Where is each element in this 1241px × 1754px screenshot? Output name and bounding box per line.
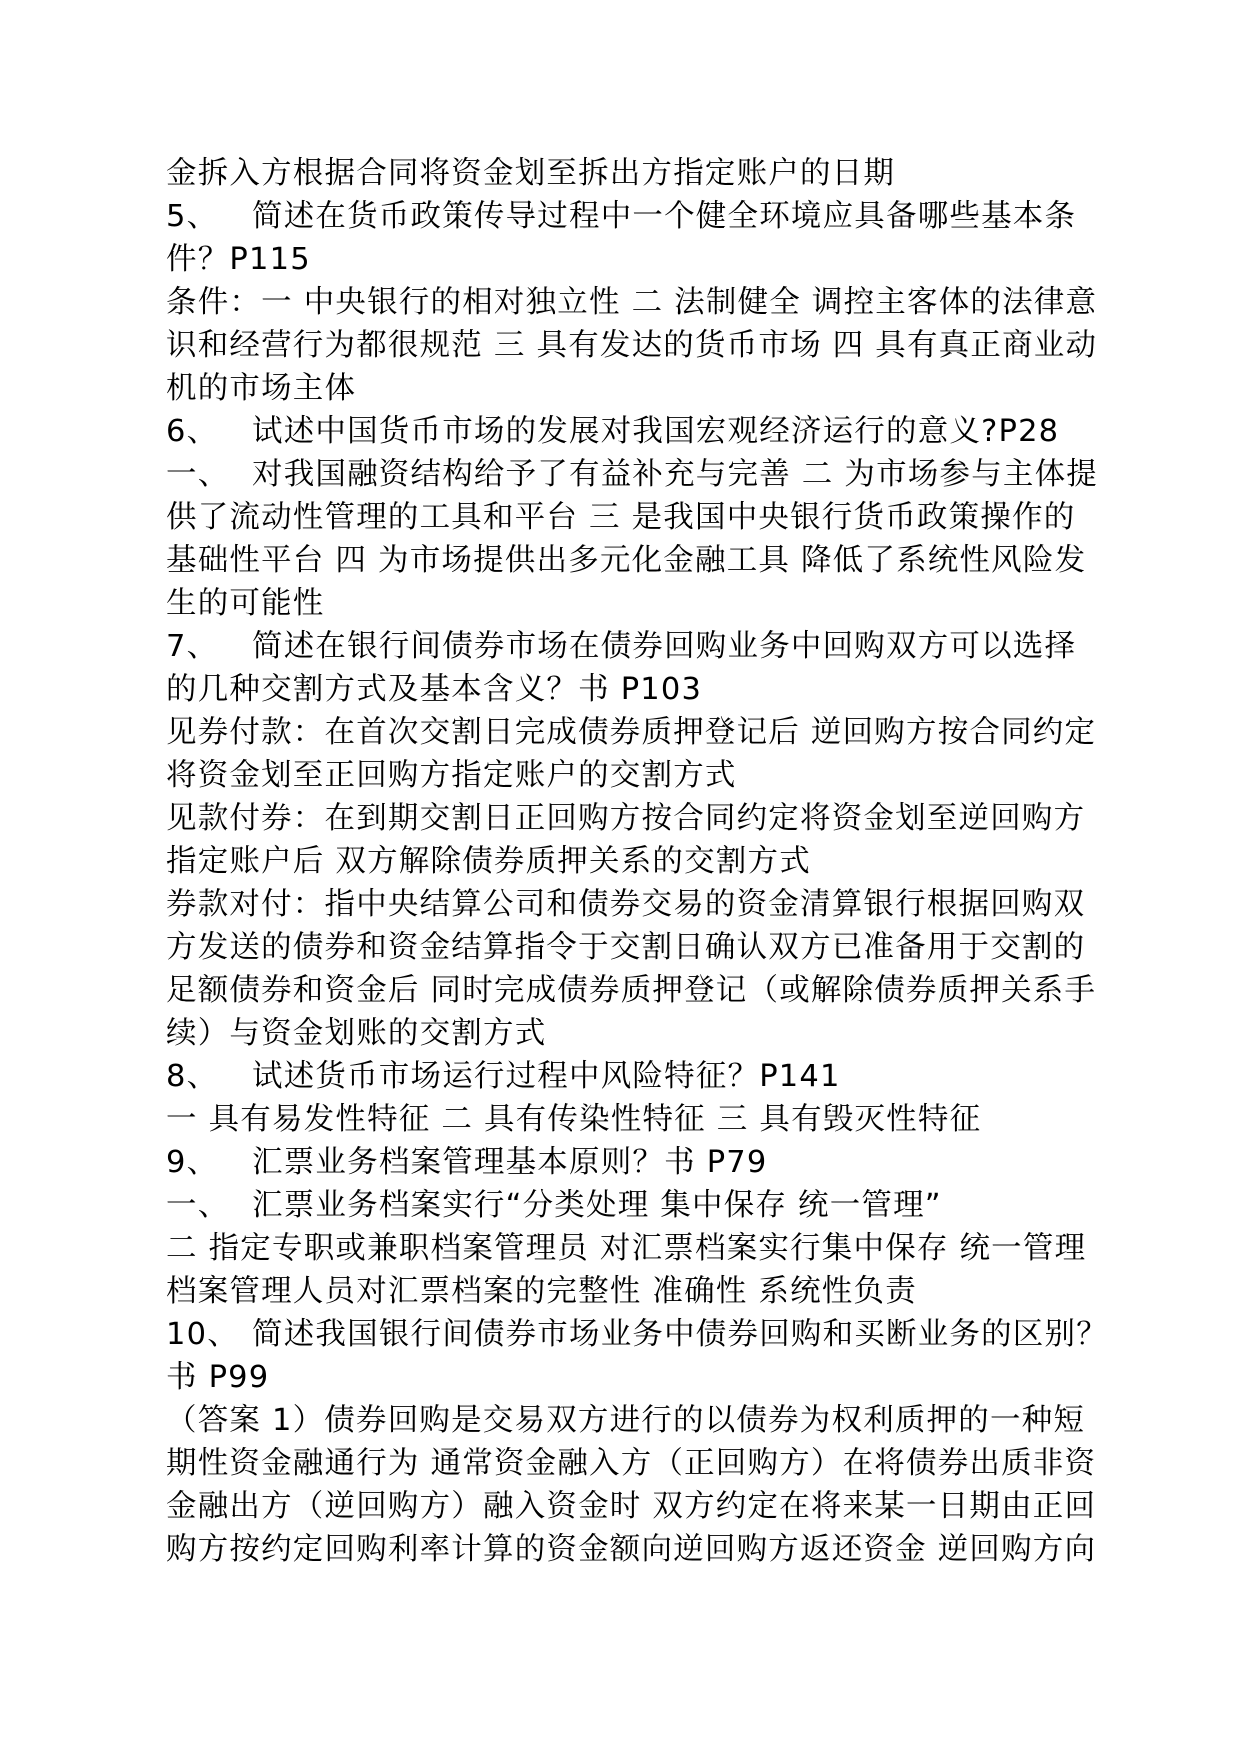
line-text: 简述在货币政策传导过程中一个健全环境应具备哪些基本条: [252, 199, 1077, 234]
line-text: 的几种交割方式及基本含义？书 P103: [166, 672, 703, 707]
text-line: [166, 625, 1146, 668]
document-body: [166, 152, 1146, 1571]
line-text: 指定账户后 双方解除债券质押关系的交割方式: [166, 844, 811, 879]
item-number: 一、: [166, 457, 230, 492]
text-line: [166, 1356, 1146, 1399]
text-line: [166, 797, 1146, 840]
line-text: 见券付款：在首次交割日完成债券质押登记后 逆回购方按合同约定: [166, 715, 1097, 750]
text-line: [166, 410, 1146, 453]
text-line: [166, 1399, 1146, 1442]
line-text: 二 指定专职或兼职档案管理员 对汇票档案实行集中保存 统一管理: [166, 1231, 1087, 1266]
line-text: 书 P99: [166, 1360, 270, 1395]
text-line: [166, 238, 1146, 281]
item-number: 9、: [166, 1145, 219, 1180]
text-line: [166, 453, 1146, 496]
text-line: [166, 1528, 1146, 1571]
item-number: 8、: [166, 1059, 219, 1094]
line-text: 将资金划至正回购方指定账户的交割方式: [166, 758, 737, 793]
line-text: 足额债券和资金后 同时完成债券质押登记（或解除债券质押关系手: [166, 973, 1097, 1008]
line-text: 件？P115: [166, 242, 311, 277]
line-text: 见款付券：在到期交割日正回购方按合同约定将资金划至逆回购方: [166, 801, 1086, 836]
line-text: 汇票业务档案管理基本原则？书 P79: [252, 1145, 768, 1180]
line-text: 简述我国银行间债券市场业务中债券回购和买断业务的区别？: [252, 1317, 1108, 1352]
line-text: 金拆入方根据合同将资金划至拆出方指定账户的日期: [166, 156, 896, 191]
text-line: [166, 926, 1146, 969]
text-line: [166, 668, 1146, 711]
line-text: 购方按约定回购利率计算的资金额向逆回购方返还资金 逆回购方向: [166, 1532, 1097, 1567]
text-line: [166, 324, 1146, 367]
text-line: [166, 496, 1146, 539]
line-text: 对我国融资结构给予了有益补充与完善 二 为市场参与主体提: [252, 457, 1098, 492]
item-number: 6、: [166, 414, 219, 449]
line-text: 期性资金融通行为 通常资金融入方（正回购方）在将债券出质非资: [166, 1446, 1097, 1481]
item-number: 10、: [166, 1317, 239, 1352]
text-line: [166, 840, 1146, 883]
line-text: 档案管理人员对汇票档案的完整性 准确性 系统性负责: [166, 1274, 917, 1309]
line-text: 生的可能性: [166, 586, 325, 621]
text-line: [166, 1270, 1146, 1313]
text-line: [166, 1141, 1146, 1184]
text-line: [166, 1184, 1146, 1227]
line-text: （答案 1）债券回购是交易双方进行的以债券为权利质押的一种短: [166, 1403, 1086, 1438]
line-text: 金融出方（逆回购方）融入资金时 双方约定在将来某一日期由正回: [166, 1489, 1097, 1524]
line-text: 简述在银行间债券市场在债券回购业务中回购双方可以选择: [252, 629, 1077, 664]
text-line: [166, 1055, 1146, 1098]
line-text: 基础性平台 四 为市场提供出多元化金融工具 降低了系统性风险发: [166, 543, 1087, 578]
text-line: [166, 754, 1146, 797]
line-text: 试述货币市场运行过程中风险特征？P141: [252, 1059, 841, 1094]
text-line: [166, 1098, 1146, 1141]
item-number: 5、: [166, 199, 219, 234]
text-line: [166, 582, 1146, 625]
text-line: [166, 1485, 1146, 1528]
text-line: [166, 152, 1146, 195]
line-text: 识和经营行为都很规范 三 具有发达的货币市场 四 具有真正商业动: [166, 328, 1098, 363]
line-text: 试述中国货币市场的发展对我国宏观经济运行的意义?P28: [252, 414, 1060, 449]
line-text: 条件：一 中央银行的相对独立性 二 法制健全 调控主客体的法律意: [166, 285, 1098, 320]
line-text: 续）与资金划账的交割方式: [166, 1016, 547, 1051]
text-line: [166, 367, 1146, 410]
item-number: 一、: [166, 1188, 230, 1223]
line-text: 汇票业务档案实行“分类处理 集中保存 统一管理”: [252, 1188, 942, 1223]
text-line: [166, 195, 1146, 238]
line-text: 方发送的债券和资金结算指令于交割日确认双方已准备用于交割的: [166, 930, 1086, 965]
text-line: [166, 711, 1146, 754]
text-line: [166, 1442, 1146, 1485]
line-text: 券款对付：指中央结算公司和债券交易的资金清算银行根据回购双: [166, 887, 1086, 922]
line-text: 机的市场主体: [166, 371, 357, 406]
text-line: [166, 969, 1146, 1012]
line-text: 供了流动性管理的工具和平台 三 是我国中央银行货币政策操作的: [166, 500, 1076, 535]
text-line: [166, 1012, 1146, 1055]
text-line: [166, 281, 1146, 324]
text-line: [166, 539, 1146, 582]
text-line: [166, 1227, 1146, 1270]
line-text: 一 具有易发性特征 二 具有传染性特征 三 具有毁灭性特征: [166, 1102, 982, 1137]
item-number: 7、: [166, 629, 219, 664]
text-line: [166, 1313, 1146, 1356]
text-line: [166, 883, 1146, 926]
